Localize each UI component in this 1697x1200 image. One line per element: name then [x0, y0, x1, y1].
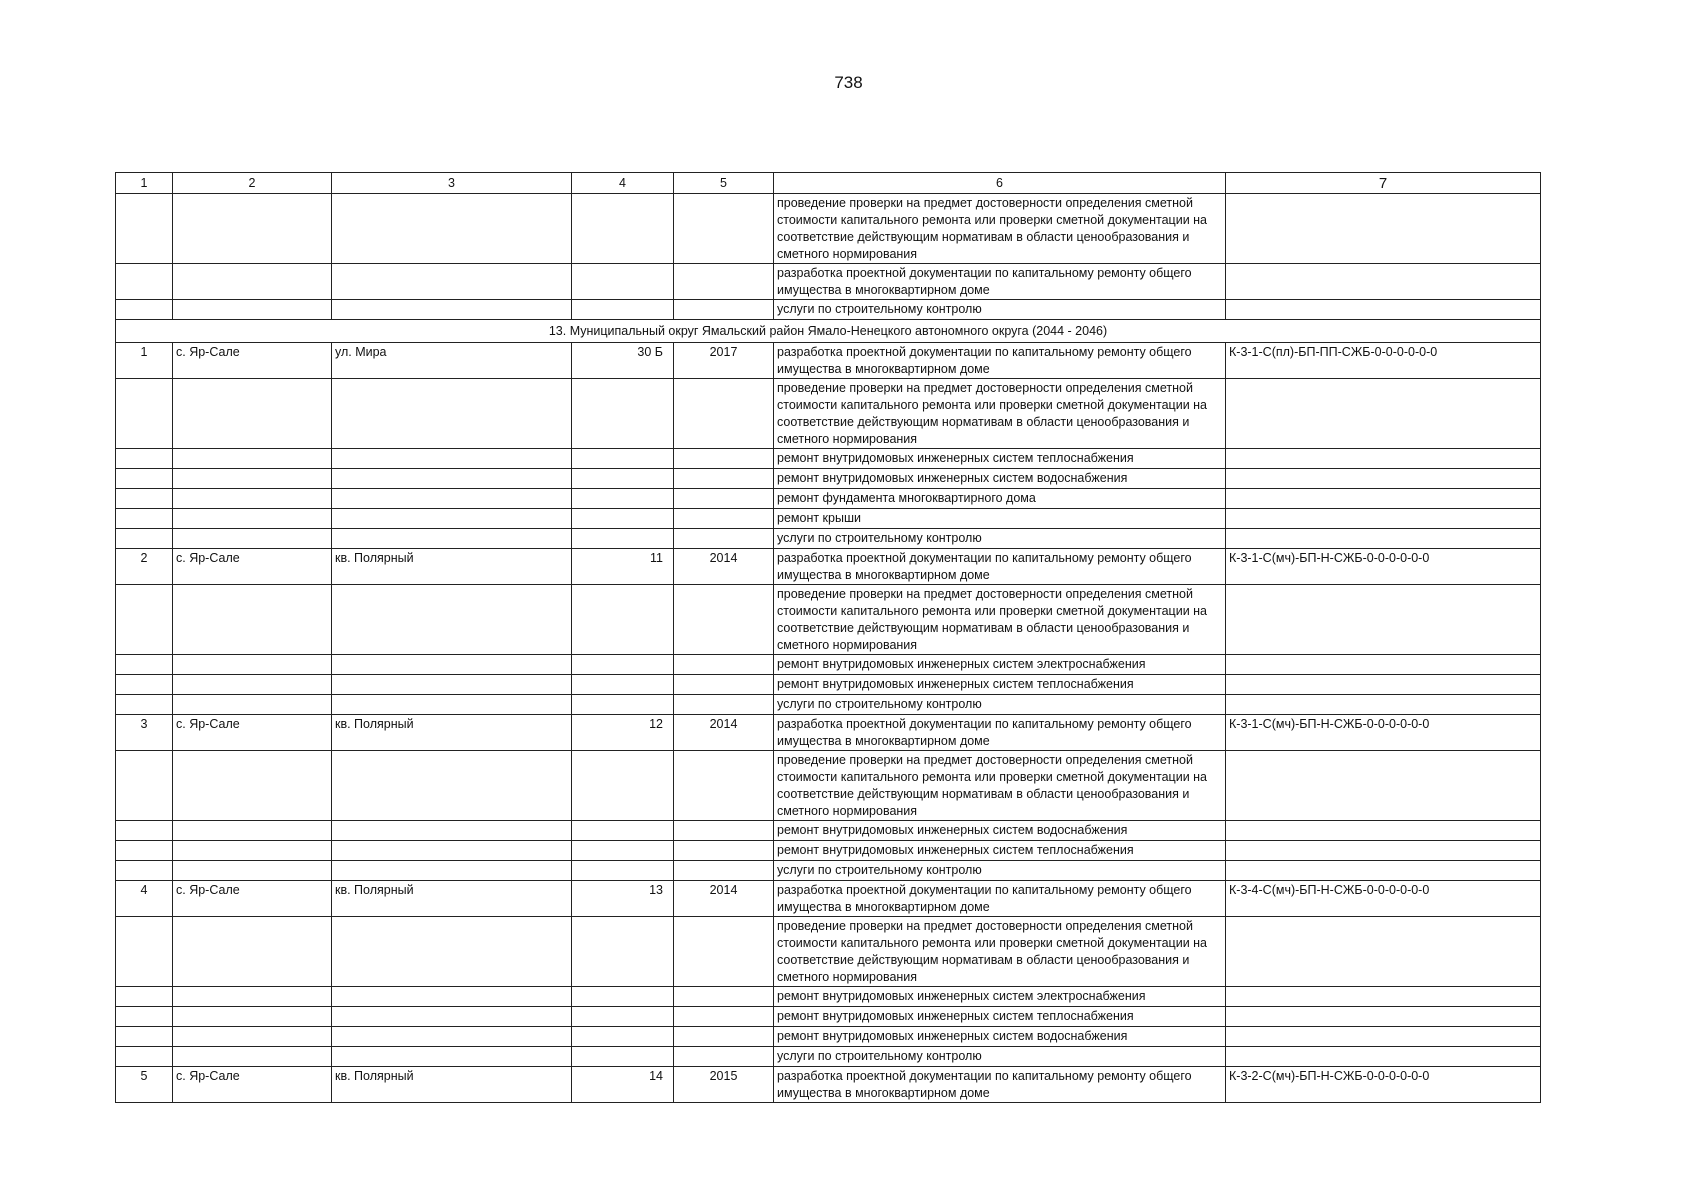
table-row [116, 489, 1541, 509]
table-body [116, 173, 1541, 1103]
house-cell [572, 841, 674, 861]
work-type-cell: ремонт внутридомовых инженерных систем водоснабжения [774, 1027, 1226, 1047]
year-cell [674, 841, 774, 861]
work-type-cell: ремонт внутридомовых инженерных систем теплоснабжения [774, 449, 1226, 469]
table-row [116, 264, 1541, 300]
settlement-cell [173, 861, 332, 881]
row-number-cell [116, 987, 173, 1007]
year-cell [674, 1027, 774, 1047]
house-cell [572, 861, 674, 881]
row-number-cell [116, 917, 173, 987]
street-cell [332, 300, 572, 320]
year-cell: 2014 [674, 549, 774, 585]
street-cell [332, 1047, 572, 1067]
work-type-cell: разработка проектной документации по капитальному ремонту общего имущества в многоквартирном доме [774, 264, 1226, 300]
house-cell [572, 585, 674, 655]
year-cell [674, 194, 774, 264]
year-cell [674, 861, 774, 881]
code-cell [1226, 841, 1541, 861]
code-cell [1226, 695, 1541, 715]
code-cell [1226, 489, 1541, 509]
house-cell [572, 489, 674, 509]
settlement-cell [173, 841, 332, 861]
work-type-cell: ремонт внутридомовых инженерных систем водоснабжения [774, 469, 1226, 489]
settlement-cell [173, 585, 332, 655]
code-cell: К-3-1-С(пл)-БП-ПП-СЖБ-0-0-0-0-0-0 [1226, 343, 1541, 379]
row-number-cell [116, 469, 173, 489]
work-type-cell: разработка проектной документации по капитальному ремонту общего имущества в многоквартирном доме [774, 549, 1226, 585]
street-cell [332, 449, 572, 469]
row-number-cell [116, 300, 173, 320]
table-row [116, 695, 1541, 715]
column-header: 7 [1226, 173, 1541, 194]
work-type-cell: услуги по строительному контролю [774, 695, 1226, 715]
street-cell [332, 917, 572, 987]
year-cell [674, 379, 774, 449]
work-type-cell: проведение проверки на предмет достоверности определения сметной стоимости капитального ремонта или проверки сметной документации на соответствие действующим нормативам в области ценообразования и сметного нормирования [774, 585, 1226, 655]
work-type-cell: ремонт внутридомовых инженерных систем водоснабжения [774, 821, 1226, 841]
column-number-header-row [116, 173, 1541, 194]
house-cell [572, 449, 674, 469]
work-type-cell: услуги по строительному контролю [774, 529, 1226, 549]
work-type-cell: услуги по строительному контролю [774, 1047, 1226, 1067]
table-row [116, 1007, 1541, 1027]
street-cell: кв. Полярный [332, 1067, 572, 1103]
code-cell [1226, 585, 1541, 655]
house-cell: 13 [572, 881, 674, 917]
settlement-cell [173, 675, 332, 695]
column-header: 6 [774, 173, 1226, 194]
year-cell [674, 449, 774, 469]
street-cell [332, 1027, 572, 1047]
work-type-cell: разработка проектной документации по капитальному ремонту общего имущества в многоквартирном доме [774, 1067, 1226, 1103]
settlement-cell [173, 264, 332, 300]
section-header-row [116, 320, 1541, 343]
table-row [116, 821, 1541, 841]
table-row [116, 509, 1541, 529]
row-number-cell [116, 1007, 173, 1027]
table-row [116, 1047, 1541, 1067]
code-cell [1226, 300, 1541, 320]
settlement-cell [173, 917, 332, 987]
street-cell: кв. Полярный [332, 715, 572, 751]
row-number-cell [116, 751, 173, 821]
row-number-cell: 4 [116, 881, 173, 917]
settlement-cell [173, 1007, 332, 1027]
house-cell [572, 300, 674, 320]
table-row [116, 343, 1541, 379]
work-type-cell: проведение проверки на предмет достоверности определения сметной стоимости капитального ремонта или проверки сметной документации на соответствие действующим нормативам в области ценообразования и сметного нормирования [774, 917, 1226, 987]
year-cell [674, 489, 774, 509]
street-cell [332, 585, 572, 655]
year-cell: 2014 [674, 881, 774, 917]
work-type-cell: ремонт внутридомовых инженерных систем теплоснабжения [774, 841, 1226, 861]
table-row [116, 449, 1541, 469]
code-cell [1226, 379, 1541, 449]
year-cell [674, 1007, 774, 1027]
code-cell [1226, 529, 1541, 549]
settlement-cell [173, 194, 332, 264]
row-number-cell [116, 695, 173, 715]
code-cell [1226, 469, 1541, 489]
column-header: 4 [572, 173, 674, 194]
column-header: 1 [116, 173, 173, 194]
work-type-cell: разработка проектной документации по капитальному ремонту общего имущества в многоквартирном доме [774, 343, 1226, 379]
code-cell: К-3-1-С(мч)-БП-Н-СЖБ-0-0-0-0-0-0 [1226, 715, 1541, 751]
settlement-cell [173, 751, 332, 821]
code-cell [1226, 751, 1541, 821]
house-cell [572, 509, 674, 529]
year-cell [674, 695, 774, 715]
house-cell [572, 655, 674, 675]
table-row [116, 1067, 1541, 1103]
table-row [116, 987, 1541, 1007]
code-cell [1226, 449, 1541, 469]
settlement-cell [173, 300, 332, 320]
section-title: 13. Муниципальный округ Ямальский район Ямало-Ненецкого автономного округа (2044 - 2046) [116, 320, 1541, 343]
table-row [116, 675, 1541, 695]
table-row [116, 861, 1541, 881]
street-cell [332, 194, 572, 264]
row-number-cell [116, 675, 173, 695]
house-cell [572, 264, 674, 300]
house-cell: 11 [572, 549, 674, 585]
house-cell: 14 [572, 1067, 674, 1103]
street-cell [332, 751, 572, 821]
work-type-cell: ремонт внутридомовых инженерных систем электроснабжения [774, 987, 1226, 1007]
row-number-cell [116, 194, 173, 264]
work-type-cell: проведение проверки на предмет достоверности определения сметной стоимости капитального ремонта или проверки сметной документации на соответствие действующим нормативам в области ценообразования и сметного нормирования [774, 379, 1226, 449]
work-type-cell: разработка проектной документации по капитальному ремонту общего имущества в многоквартирном доме [774, 715, 1226, 751]
settlement-cell [173, 821, 332, 841]
table-row [116, 194, 1541, 264]
table-row [116, 300, 1541, 320]
code-cell [1226, 1027, 1541, 1047]
table-row [116, 715, 1541, 751]
code-cell [1226, 861, 1541, 881]
code-cell [1226, 509, 1541, 529]
table-row [116, 585, 1541, 655]
street-cell [332, 264, 572, 300]
work-type-cell: разработка проектной документации по капитальному ремонту общего имущества в многоквартирном доме [774, 881, 1226, 917]
settlement-cell [173, 449, 332, 469]
year-cell [674, 655, 774, 675]
street-cell [332, 821, 572, 841]
year-cell: 2014 [674, 715, 774, 751]
settlement-cell: с. Яр-Сале [173, 1067, 332, 1103]
row-number-cell [116, 264, 173, 300]
settlement-cell: с. Яр-Сале [173, 881, 332, 917]
street-cell: ул. Мира [332, 343, 572, 379]
row-number-cell [116, 529, 173, 549]
house-cell: 12 [572, 715, 674, 751]
year-cell [674, 917, 774, 987]
settlement-cell [173, 1047, 332, 1067]
row-number-cell [116, 841, 173, 861]
row-number-cell [116, 1027, 173, 1047]
table-row [116, 1027, 1541, 1047]
work-type-cell: ремонт фундамента многоквартирного дома [774, 489, 1226, 509]
street-cell [332, 529, 572, 549]
row-number-cell: 2 [116, 549, 173, 585]
settlement-cell [173, 489, 332, 509]
settlement-cell: с. Яр-Сале [173, 549, 332, 585]
table-row [116, 529, 1541, 549]
street-cell [332, 675, 572, 695]
street-cell [332, 861, 572, 881]
settlement-cell [173, 509, 332, 529]
page-number: 738 [834, 73, 863, 92]
work-type-cell: ремонт крыши [774, 509, 1226, 529]
year-cell [674, 300, 774, 320]
settlement-cell [173, 1027, 332, 1047]
capital-repair-table [115, 172, 1541, 1103]
year-cell [674, 1047, 774, 1067]
year-cell [674, 987, 774, 1007]
code-cell [1226, 264, 1541, 300]
house-cell [572, 821, 674, 841]
street-cell [332, 987, 572, 1007]
street-cell [332, 1007, 572, 1027]
house-cell: 30 Б [572, 343, 674, 379]
work-type-cell: ремонт внутридомовых инженерных систем теплоснабжения [774, 675, 1226, 695]
street-cell [332, 695, 572, 715]
code-cell: К-3-2-С(мч)-БП-Н-СЖБ-0-0-0-0-0-0 [1226, 1067, 1541, 1103]
year-cell: 2017 [674, 343, 774, 379]
street-cell [332, 509, 572, 529]
street-cell: кв. Полярный [332, 881, 572, 917]
street-cell [332, 469, 572, 489]
row-number-cell [116, 489, 173, 509]
street-cell [332, 379, 572, 449]
code-cell [1226, 675, 1541, 695]
code-cell [1226, 1007, 1541, 1027]
street-cell [332, 655, 572, 675]
year-cell [674, 264, 774, 300]
row-number-cell [116, 821, 173, 841]
settlement-cell [173, 529, 332, 549]
house-cell [572, 1007, 674, 1027]
work-type-cell: услуги по строительному контролю [774, 300, 1226, 320]
settlement-cell: с. Яр-Сале [173, 715, 332, 751]
table-row [116, 379, 1541, 449]
work-type-cell: ремонт внутридомовых инженерных систем электроснабжения [774, 655, 1226, 675]
settlement-cell [173, 655, 332, 675]
code-cell [1226, 987, 1541, 1007]
year-cell [674, 529, 774, 549]
code-cell [1226, 821, 1541, 841]
code-cell [1226, 194, 1541, 264]
column-header: 5 [674, 173, 774, 194]
year-cell [674, 469, 774, 489]
row-number-cell [116, 449, 173, 469]
street-cell [332, 841, 572, 861]
table-row [116, 655, 1541, 675]
work-type-cell: услуги по строительному контролю [774, 861, 1226, 881]
work-type-cell: ремонт внутридомовых инженерных систем теплоснабжения [774, 1007, 1226, 1027]
row-number-cell: 1 [116, 343, 173, 379]
house-cell [572, 469, 674, 489]
table-row [116, 751, 1541, 821]
house-cell [572, 695, 674, 715]
row-number-cell [116, 379, 173, 449]
row-number-cell [116, 655, 173, 675]
year-cell: 2015 [674, 1067, 774, 1103]
settlement-cell [173, 695, 332, 715]
year-cell [674, 821, 774, 841]
house-cell [572, 987, 674, 1007]
house-cell [572, 917, 674, 987]
code-cell: К-3-4-С(мч)-БП-Н-СЖБ-0-0-0-0-0-0 [1226, 881, 1541, 917]
code-cell [1226, 917, 1541, 987]
house-cell [572, 1027, 674, 1047]
table-row [116, 469, 1541, 489]
house-cell [572, 751, 674, 821]
year-cell [674, 585, 774, 655]
table-row [116, 841, 1541, 861]
row-number-cell: 3 [116, 715, 173, 751]
street-cell [332, 489, 572, 509]
work-type-cell: проведение проверки на предмет достоверности определения сметной стоимости капитального ремонта или проверки сметной документации на соответствие действующим нормативам в области ценообразования и сметного нормирования [774, 194, 1226, 264]
table-row [116, 917, 1541, 987]
settlement-cell [173, 379, 332, 449]
house-cell [572, 529, 674, 549]
row-number-cell: 5 [116, 1067, 173, 1103]
settlement-cell [173, 987, 332, 1007]
house-cell [572, 675, 674, 695]
row-number-cell [116, 1047, 173, 1067]
code-cell: К-3-1-С(мч)-БП-Н-СЖБ-0-0-0-0-0-0 [1226, 549, 1541, 585]
code-cell [1226, 655, 1541, 675]
year-cell [674, 509, 774, 529]
house-cell [572, 1047, 674, 1067]
row-number-cell [116, 861, 173, 881]
row-number-cell [116, 585, 173, 655]
column-header: 2 [173, 173, 332, 194]
year-cell [674, 751, 774, 821]
work-type-cell: проведение проверки на предмет достоверности определения сметной стоимости капитального ремонта или проверки сметной документации на соответствие действующим нормативам в области ценообразования и сметного нормирования [774, 751, 1226, 821]
settlement-cell: с. Яр-Сале [173, 343, 332, 379]
row-number-cell [116, 509, 173, 529]
table-row [116, 881, 1541, 917]
column-header: 3 [332, 173, 572, 194]
table-row [116, 549, 1541, 585]
year-cell [674, 675, 774, 695]
code-cell [1226, 1047, 1541, 1067]
settlement-cell [173, 469, 332, 489]
house-cell [572, 379, 674, 449]
street-cell: кв. Полярный [332, 549, 572, 585]
house-cell [572, 194, 674, 264]
